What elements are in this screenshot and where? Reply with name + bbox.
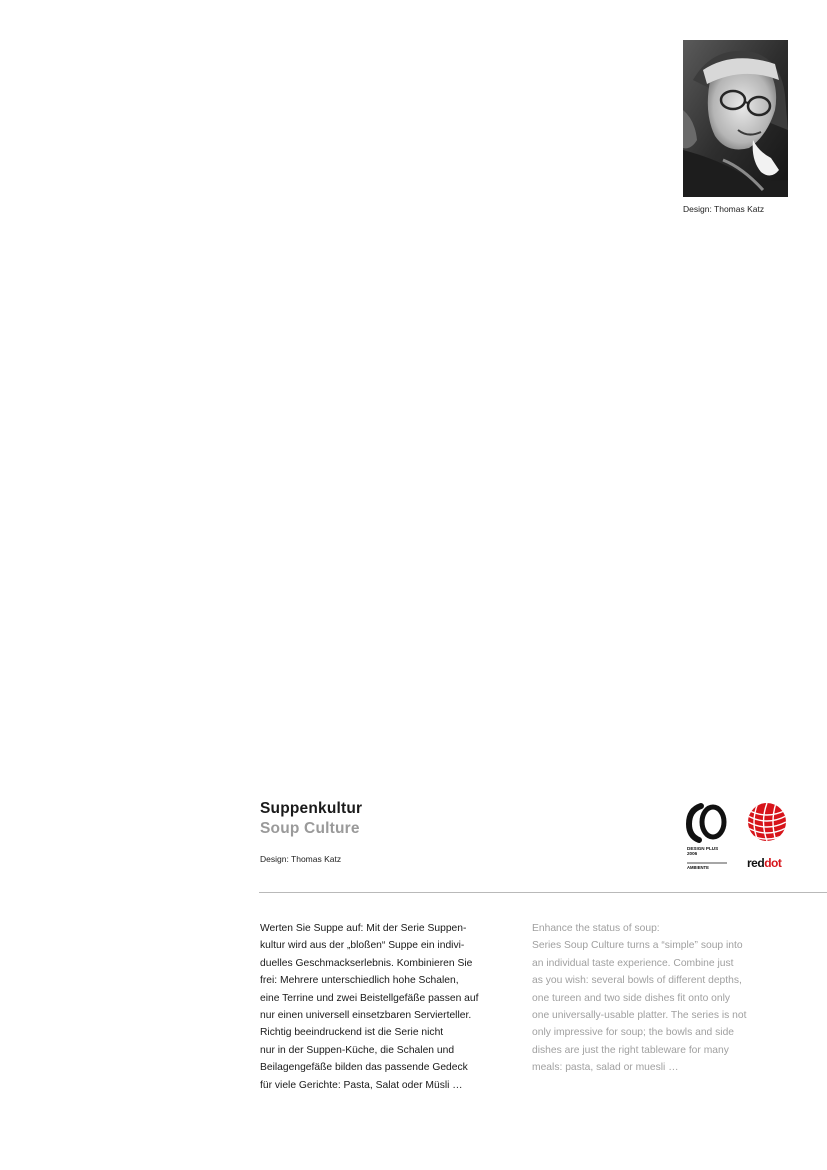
- text-line: Werten Sie Suppe auf: Mit der Serie Suppen-: [260, 923, 467, 934]
- design-plus-fair: AMBIENTE: [687, 865, 709, 870]
- reddot-text-dot: dot: [764, 856, 782, 870]
- portrait-caption: Design: Thomas Katz: [683, 204, 765, 214]
- text-line: dishes are just the right tableware for many: [532, 1044, 729, 1056]
- reddot-text-red: red: [747, 856, 765, 870]
- designer-portrait-photo: [683, 40, 788, 197]
- text-line: an individual taste experience. Combine just: [532, 957, 734, 969]
- text-line: nur in der Suppen-Küche, die Schalen und: [260, 1044, 455, 1056]
- text-line: eine Terrine und zwei Beistellgefäße passen auf: [260, 992, 479, 1004]
- text-line: one universally-usable platter. The series is not: [532, 1010, 747, 1022]
- text-line: nur einen universell einsetzbaren Servierteller.: [260, 1010, 472, 1022]
- description-english: [532, 920, 777, 1077]
- text-line: Series Soup Culture turns a “simple” soup into: [532, 940, 743, 952]
- text-line: Enhance the status of soup:: [532, 923, 660, 934]
- text-line: für viele Gerichte: Pasta, Salat oder Müsli …: [260, 1079, 463, 1091]
- svg-text:reddot: [747, 856, 782, 870]
- product-title-german: Suppenkultur: [260, 800, 363, 817]
- design-plus-year: 2006: [687, 851, 698, 856]
- section-divider: [259, 892, 827, 893]
- text-line: one tureen and two side dishes fit onto only: [532, 992, 731, 1004]
- text-line: kultur wird aus der „bloßen“ Suppe ein indivi-: [260, 940, 465, 952]
- reddot-award-logo: [746, 800, 790, 872]
- designer-credit: Design: Thomas Katz: [260, 854, 342, 864]
- product-title-english: Soup Culture: [260, 820, 360, 837]
- text-line: Beilagengefäße bilden das passende Gedeck: [260, 1062, 468, 1074]
- text-line: meals: pasta, salad or muesli …: [532, 1062, 679, 1074]
- description-german: [260, 920, 505, 1094]
- design-plus-award-logo: [686, 800, 732, 872]
- text-line: Richtig beeindruckend ist die Serie nicht: [260, 1027, 444, 1039]
- text-line: as you wish: several bowls of different depths,: [532, 975, 742, 987]
- design-plus-text: DESIGN PLUS: [687, 846, 719, 851]
- text-line: only impressive for soup; the bowls and side: [532, 1027, 735, 1039]
- text-line: duelles Geschmackserlebnis. Kombinieren Sie: [260, 957, 473, 969]
- text-line: frei: Mehrere unterschiedlich hohe Schalen,: [260, 975, 459, 987]
